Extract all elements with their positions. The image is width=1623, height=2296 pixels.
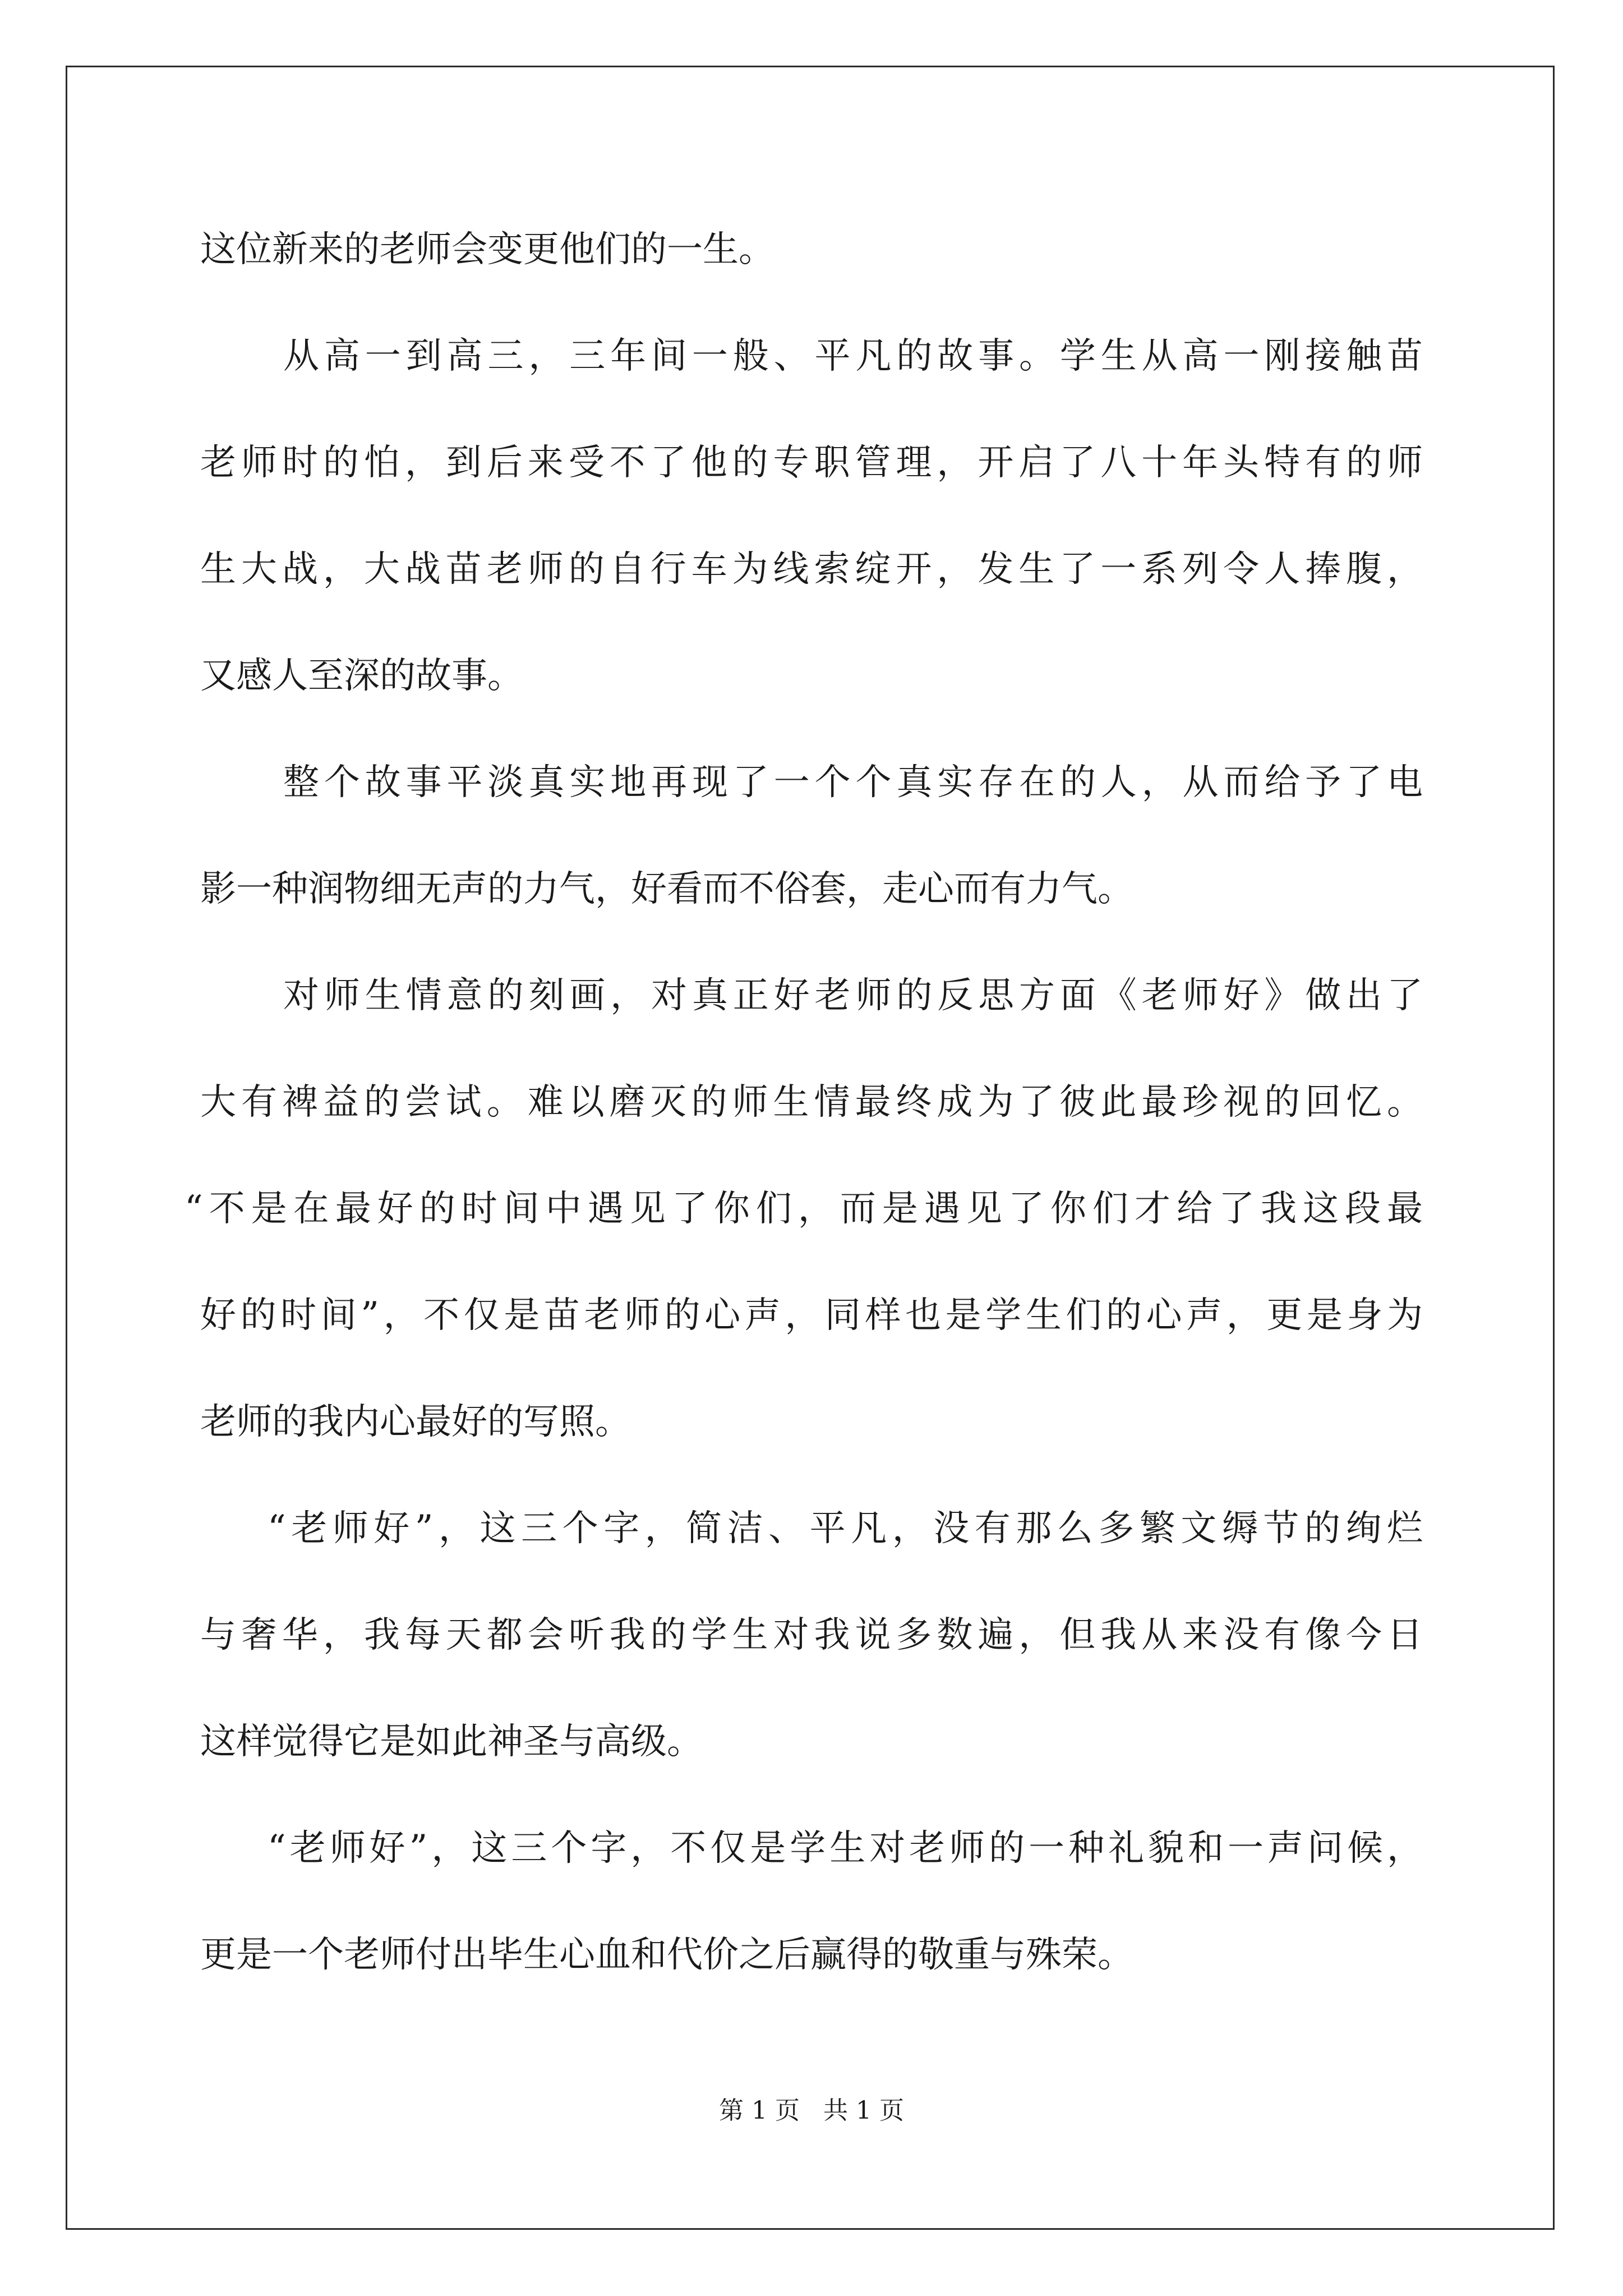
page-total: 共 1 页 (823, 2096, 904, 2125)
text-line: 与奢华，我每天都会听我的学生对我说多数遍，但我从来没有像今日 (200, 1614, 1423, 1656)
page-number: 第 1 页 (719, 2096, 800, 2125)
document-body (185, 196, 1423, 2008)
text-line: 这样觉得它是如此神圣与高级。 (200, 1721, 703, 1763)
text-line: 好的时间”，不仅是苗老师的心声，同样也是学生们的心声，更是身为 (200, 1295, 1423, 1336)
text-line: 老师时的怕，到后来受不了他的专职管理，开启了八十年头特有的师 (200, 442, 1423, 484)
paragraph-first-line: “老师好”，这三个字，简洁、平凡，没有那么多繁文缛节的绚烂 (268, 1508, 1423, 1549)
text-line: 生大战，大战苗老师的自行车为线索绽开，发生了一系列令人捧腹， (200, 549, 1423, 590)
text-line: 影一种润物细无声的力气，好看而不俗套，走心而有力气。 (200, 868, 1133, 910)
paragraph-first-line: “老师好”，这三个字，不仅是学生对老师的一种礼貌和一声问候， (268, 1828, 1423, 1869)
text-line: 这位新来的老师会变更他们的一生。 (200, 229, 774, 270)
paragraph-first-line: 整个故事平淡真实地再现了一个个真实存在的人，从而给予了电 (283, 762, 1423, 803)
paragraph-first-line: 对师生情意的刻画，对真正好老师的反思方面《老师好》做出了 (283, 975, 1423, 1016)
paragraph-first-line: 从高一到高三，三年间一般、平凡的故事。学生从高一刚接触苗 (283, 335, 1423, 377)
page-footer (0, 2094, 1623, 2128)
text-line: 大有裨益的尝试。难以磨灭的师生情最终成为了彼此最珍视的回忆。 (200, 1082, 1423, 1123)
text-line: 又感人至深的故事。 (200, 655, 523, 697)
text-line: 老师的我内心最好的写照。 (200, 1401, 631, 1443)
text-line: 更是一个老师付出毕生心血和代价之后赢得的敬重与殊荣。 (200, 1934, 1133, 1976)
text-line: “不是在最好的时间中遇见了你们，而是遇见了你们才给了我这段最 (185, 1188, 1423, 1230)
